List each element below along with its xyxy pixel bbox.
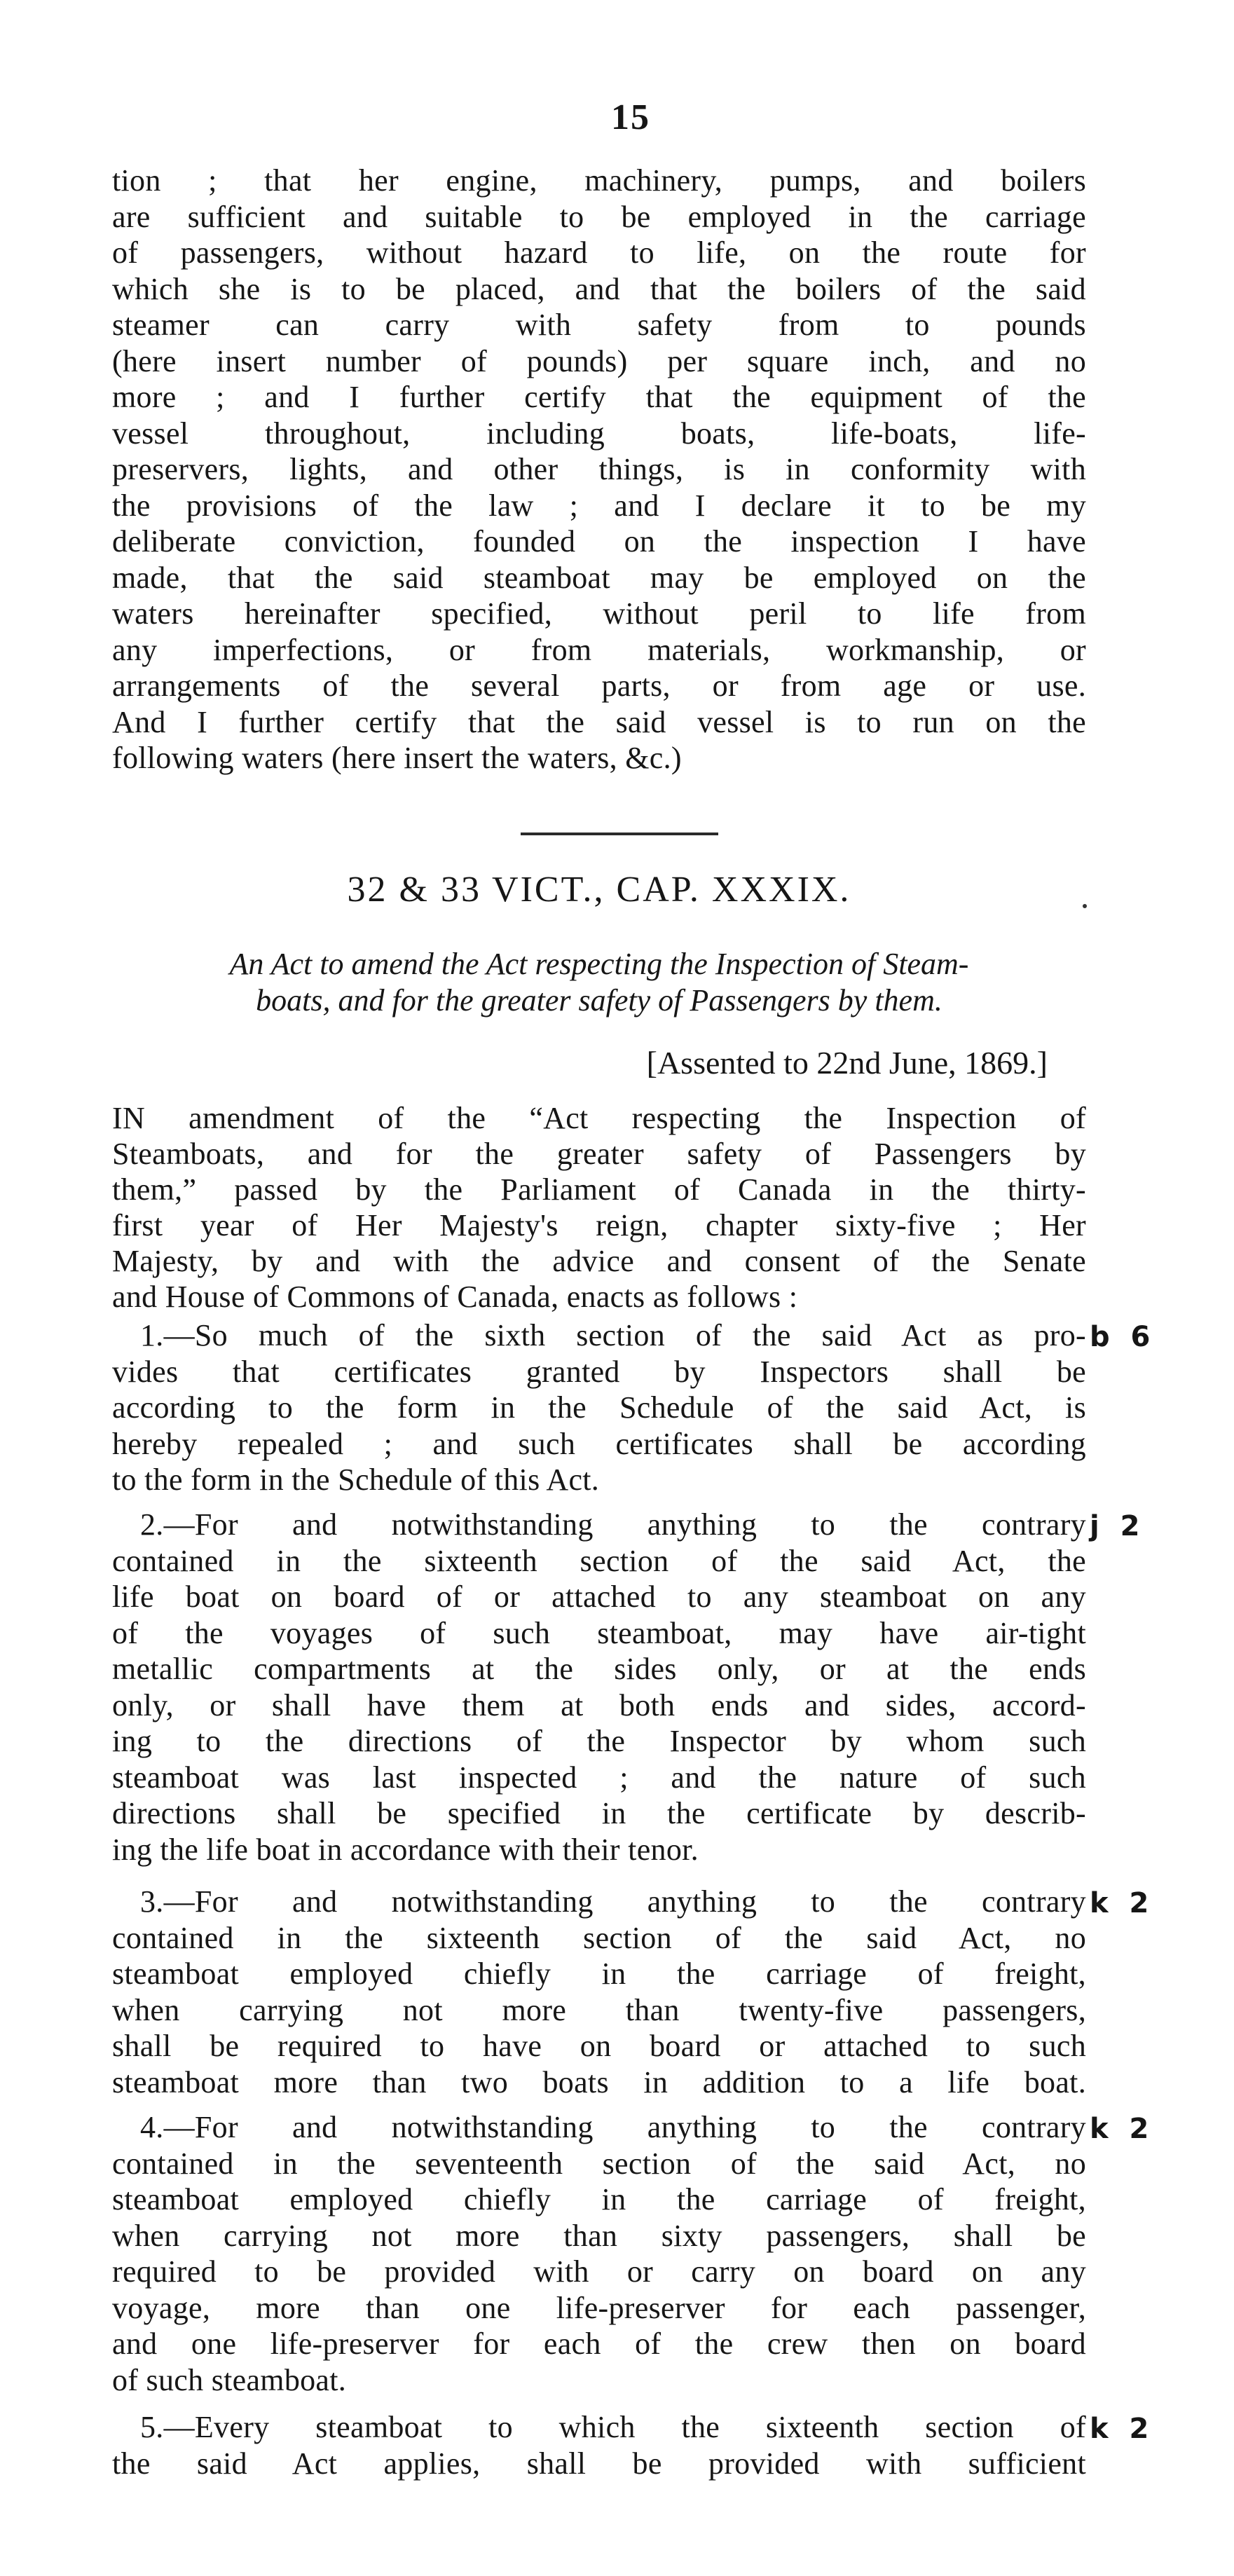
text-line: them,” passed by the Parliament of Canada in the thirty- (112, 1172, 1086, 1207)
text-line: contained in the sixteenth section of the said Act, the (112, 1543, 1086, 1578)
act-title (112, 946, 1086, 1019)
text-line: Majesty, by and with the advice and consent of the Senate (112, 1244, 1086, 1278)
section-text (112, 1884, 1086, 2100)
section-text (112, 1317, 1086, 1498)
text-line: first year of Her Majesty's reign, chapter sixty-five ; Her (112, 1208, 1086, 1242)
text-line: 3.—For and notwithstanding anything to the contrary (140, 1884, 1086, 1919)
section-divider (521, 833, 718, 835)
continuation-text (112, 163, 1086, 776)
text-line: shall be required to have on board or attached to such (112, 2029, 1086, 2063)
text-line: of such steamboat. (112, 2362, 347, 2397)
text-line: and one life-preserver for each of the crew then on board (112, 2327, 1086, 2361)
stray-mark (1083, 904, 1087, 908)
text-line: ing to the directions of the Inspector by whom such (112, 1724, 1086, 1758)
text-line: Steamboats, and for the greater safety of Passengers by (112, 1137, 1086, 1171)
text-line: contained in the sixteenth section of the said Act, no (112, 1920, 1086, 1955)
text-line: steamboat employed chiefly in the carriage of freight, (112, 2182, 1086, 2217)
text-line: of passengers, without hazard to life, on the route for (112, 235, 1086, 270)
margin-reference: j 2 (1090, 1510, 1146, 1542)
text-line: steamboat was last inspected ; and the nature of such (112, 1760, 1086, 1795)
section-1 (112, 1317, 1086, 1498)
text-line: following waters (here insert the waters, &c.) (112, 741, 682, 775)
text-line: And I further certify that the said vessel is to run on the (112, 704, 1086, 739)
section-3 (112, 1884, 1086, 2100)
section-4 (112, 2109, 1086, 2398)
assent-date: [Assented to 22nd June, 1869.] (646, 1045, 1048, 1081)
text-line: 2.—For and notwithstanding anything to the contrary (140, 1507, 1086, 1542)
text-line: are sufficient and suitable to be employed in the carriage (112, 199, 1086, 234)
text-line: tion ; that her engine, machinery, pumps, and boilers (112, 163, 1086, 198)
act-heading: 32 & 33 VICT., CAP. XXXIX. (347, 870, 851, 910)
text-line: made, that the said steamboat may be employed on the (112, 560, 1086, 595)
text-line: arrangements of the several parts, or from age or use. (112, 669, 1086, 703)
text-line: ing the life boat in accordance with their tenor. (112, 1832, 699, 1867)
text-line: 4.—For and notwithstanding anything to the contrary (140, 2110, 1086, 2144)
text-line: more ; and I further certify that the equipment of the (112, 380, 1086, 414)
text-line: and House of Commons of Canada, enacts as follows : (112, 1280, 798, 1314)
text-line: 5.—Every steamboat to which the sixteenth section of (140, 2410, 1086, 2444)
text-line: contained in the seventeenth section of the said Act, no (112, 2146, 1086, 2181)
preamble-text (112, 1100, 1086, 1315)
text-line: of the voyages of such steamboat, may have air-tight (112, 1615, 1086, 1650)
text-line: steamboat employed chiefly in the carriage of freight, (112, 1957, 1086, 1991)
margin-reference: k 2 (1090, 2413, 1155, 2445)
section-5 (112, 2409, 1086, 2481)
section-2 (112, 1507, 1086, 1868)
text-line: deliberate conviction, founded on the inspection I have (112, 524, 1086, 559)
text-line: voyage, more than one life-preserver for each passenger, (112, 2290, 1086, 2325)
section-text (112, 1507, 1086, 1868)
text-line: which she is to be placed, and that the boilers of the said (112, 271, 1086, 306)
text-line: according to the form in the Schedule of the said Act, is (112, 1390, 1086, 1425)
preamble (112, 1100, 1086, 1315)
margin-reference: k 2 (1090, 2113, 1155, 2145)
text-line: steamboat more than two boats in addition to a life boat. (112, 2064, 1086, 2099)
text-line: IN amendment of the “Act respecting the Inspection of (112, 1101, 1086, 1135)
act-title-line: An Act to amend the Act respecting the Inspection of Steam- (229, 947, 969, 981)
continuation-paragraph (112, 163, 1086, 776)
text-line: any imperfections, or from materials, workmanship, or (112, 632, 1086, 667)
text-line: (here insert number of pounds) per square inch, and no (112, 343, 1086, 378)
page-number: 15 (611, 97, 650, 137)
act-title-line: boats, and for the greater safety of Passengers by them. (256, 983, 942, 1018)
text-line: directions shall be specified in the certificate by describ- (112, 1796, 1086, 1830)
text-line: metallic compartments at the sides only, or at the ends (112, 1652, 1086, 1686)
text-line: required to be provided with or carry on board on any (112, 2254, 1086, 2289)
section-text (112, 2109, 1086, 2398)
text-line: vides that certificates granted by Inspectors shall be (112, 1354, 1086, 1389)
text-line: the provisions of the law ; and I declare it to be my (112, 488, 1086, 523)
text-line: preservers, lights, and other things, is in conformity with (112, 452, 1086, 486)
text-line: when carrying not more than sixty passengers, shall be (112, 2218, 1086, 2253)
margin-reference: k 2 (1090, 1887, 1155, 1919)
text-line: waters hereinafter specified, without peril to life from (112, 596, 1086, 631)
text-line: only, or shall have them at both ends and sides, accord- (112, 1687, 1086, 1722)
text-line: vessel throughout, including boats, life-boats, life- (112, 416, 1086, 451)
text-line: steamer can carry with safety from to pounds (112, 308, 1086, 342)
text-line: hereby repealed ; and such certificates shall be according (112, 1426, 1086, 1461)
section-text (112, 2409, 1086, 2481)
margin-reference: b 6 (1090, 1321, 1156, 1353)
text-line: 1.—So much of the sixth section of the said Act as pro- (140, 1318, 1086, 1352)
text-line: when carrying not more than twenty-five passengers, (112, 1992, 1086, 2027)
text-line: to the form in the Schedule of this Act. (112, 1462, 600, 1497)
text-line: life boat on board of or attached to any steamboat on any (112, 1580, 1086, 1614)
text-line: the said Act applies, shall be provided with sufficient (112, 2446, 1086, 2481)
